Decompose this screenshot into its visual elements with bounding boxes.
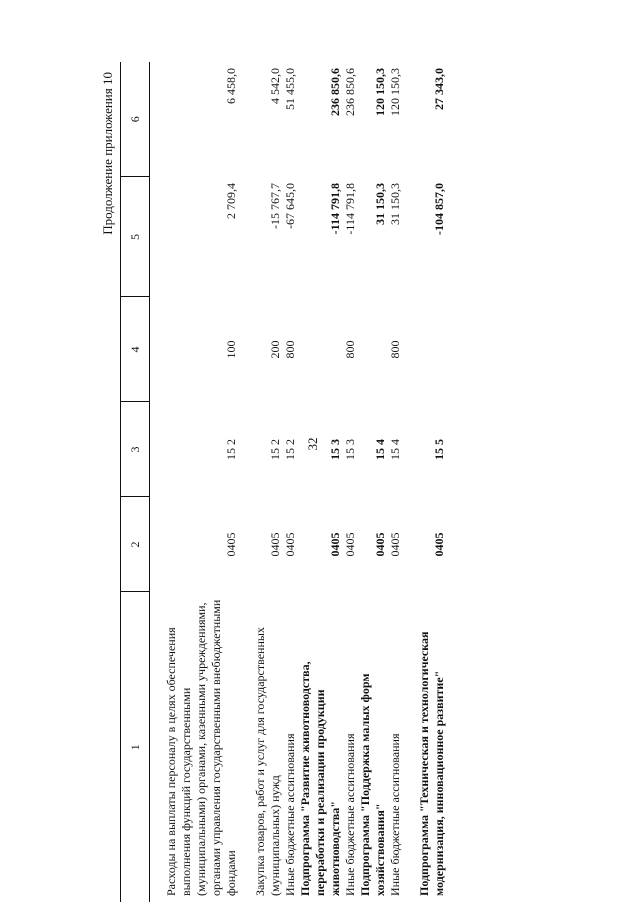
change-amount: -104 857,0 [432,183,446,235]
target-article: 15 5 [432,439,446,460]
budget-table [120,62,447,902]
page-number: 32 [305,437,320,451]
total-amount: 6 458,0 [224,68,238,104]
section-code: 0405 [328,532,342,557]
total-amount: 27 343,0 [432,68,446,110]
row-name: Иные бюджетные ассигнования [343,733,357,896]
total-amount: 236 850,6 [343,68,357,116]
target-article: 15 4 [373,439,387,460]
section-code: 0405 [283,532,297,557]
section-code: 0405 [224,532,238,557]
target-article: 15 2 [283,439,297,460]
column-header: 5 [121,177,150,297]
section-code: 0405 [373,532,387,557]
table-row [298,62,343,902]
change-amount: -67 645,0 [283,183,297,229]
target-article: 15 4 [388,439,402,460]
appendix-title: Продолжение приложения 10 [100,72,115,235]
row-name: Подпрограмма "Поддержка малых форм хозяйствования" [358,673,387,896]
section-code: 0405 [432,532,446,557]
table-row [239,62,283,902]
row-name: Расходы на выплаты персоналу в целях обеспечения выполнения функций государственными (муниципальными) органами, казенными учреждениями, органами управления государственными внебюджетными фондами [164,599,238,896]
expense-type: 800 [283,340,297,359]
table-row [388,62,403,902]
change-amount: 31 150,3 [373,183,387,225]
table-row [283,62,298,902]
row-name: Иные бюджетные ассигнования [283,733,297,896]
expense-type [298,297,343,402]
total-amount: 120 150,3 [388,68,402,116]
row-name: Закупка товаров, работ и услуг для государственных (муниципальных) нужд [253,627,282,896]
expense-type: 100 [224,340,238,359]
total-amount: 236 850,6 [328,68,342,116]
target-article: 15 2 [224,439,238,460]
table-row [358,62,388,902]
row-name: Иные бюджетные ассигнования [388,733,402,896]
table-row [403,62,447,902]
table-row [150,62,240,902]
row-name: Подпрограмма "Развитие животноводства, переработки и реализации продукции животноводства" [298,661,342,896]
total-amount: 120 150,3 [373,68,387,116]
expense-type: 800 [388,340,402,359]
change-amount: 31 150,3 [388,183,402,225]
column-header: 6 [121,62,150,177]
change-amount: -114 791,8 [328,183,342,235]
expense-type [358,297,388,402]
column-header: 4 [121,297,150,402]
section-code: 0405 [388,532,402,557]
table-row [343,62,358,902]
section-code: 0405 [268,532,282,557]
table-header-row [121,62,150,902]
target-article: 15 2 [268,439,282,460]
column-header: 1 [121,592,150,902]
target-article: 15 3 [328,439,342,460]
column-header: 2 [121,497,150,592]
change-amount: -114 791,8 [343,183,357,235]
expense-type [403,297,447,402]
target-article: 15 3 [343,439,357,460]
row-name: Подпрограмма "Техническая и технологическая модернизация, инновационное развитие" [417,631,446,896]
total-amount: 51 455,0 [283,68,297,110]
column-header: 3 [121,402,150,497]
section-code: 0405 [343,532,357,557]
change-amount: -15 767,7 [268,183,282,229]
expense-type: 800 [343,340,357,359]
change-amount: 2 709,4 [224,183,238,219]
total-amount: 4 542,0 [268,68,282,104]
rotated-page-content [100,62,560,902]
expense-type: 200 [268,340,282,359]
